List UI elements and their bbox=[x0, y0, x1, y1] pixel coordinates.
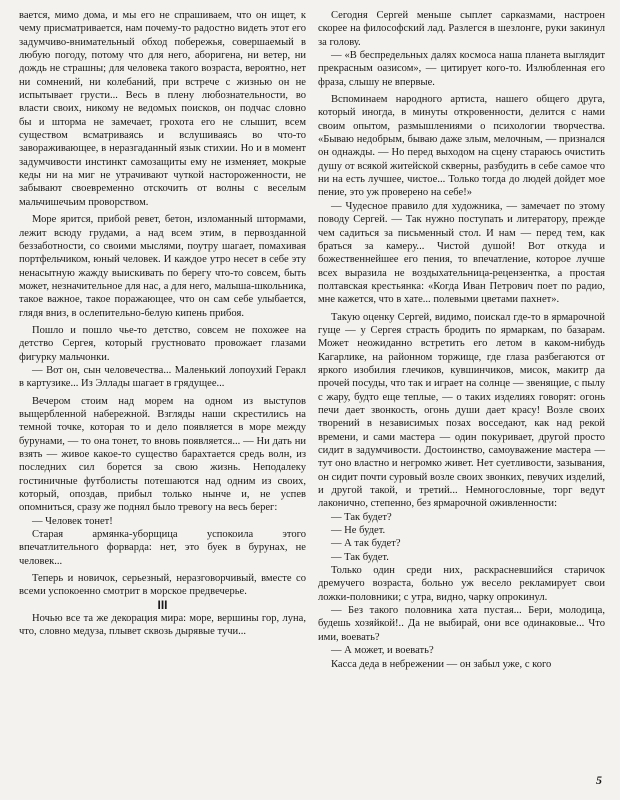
dialogue-line: — А может, и воевать? bbox=[331, 645, 434, 657]
dialogue-line: — Так будет? bbox=[331, 511, 392, 523]
dialogue-line: — Не будет. bbox=[331, 525, 386, 537]
paragraph: Касса деда в небрежении — он забыл уже, с кого bbox=[331, 658, 552, 670]
page-number: 5 bbox=[596, 773, 602, 787]
paragraph: — «В беспредельных далях космоса наша планета выглядит прекрасным оазисом», — цитирует кого-то. Излюбленная его фраза, слышу не впервые. bbox=[318, 50, 605, 88]
paragraph: Вспоминаем народного артиста, нашего общего друга, который иногда, в минуты откровенности, делится с нами своим опытом, размышлениями о психологии творчества. «Бываю недобрым, бываю даже злым, мелочным, — признался он однажды. — Но перед выходом на сцену стараюсь очистить душу от всякой житейской скверны, разбудить в себе самое что ни на есть лучшее, чистое... Только тогда до людей дойдет мое пение, это уж проверено на себе!» bbox=[318, 94, 605, 199]
paragraph: вается, мимо дома, и мы его не спрашиваем, что он ищет, к чему присматривается, нам почему-то радостно видеть этот его задумчиво-внимательный обход побережья, совершаемый в любую погоду, потому что для него, аборигена, ни ветер, ни дождь не страшны; для человека такого возраста, вероятно, нет ни сомнений, ни колебаний, при встрече с жизнью он не испытывает грусти... Весь в плену любознательности, во власти своих, никому не ведомых поисков, он подчас словно бы и шторма не замечает, грохота его не слышит, всем существом всматриваясь и вслушиваясь во что-то завораживающее, в неразгаданный язык стихии. Но и в момент задумчивости инстинкт самозащиты ему не изменяет, мокрые кеды ни на миг не утрачивают чуткой настороженности, не забывают своевременно отскочить от волны с веселым мальчишечьим проворством. bbox=[19, 10, 306, 208]
left-column bbox=[19, 9, 306, 639]
paragraph: Море ярится, прибой ревет, бетон, изломанный штормами, лежит всюду грудами, а над всем этим, в первозданной беззаботности, со своими мыслями, поутру шагает, помахивая портфельчиком, юный человек. И каждое утро несет в себе эту ненасытную жажду выискивать по берегу что-то совсем, быть может, незначительное для нас, а для него, малыша-школьника, такое важное, такое поражающее, что он сам себе улыбается, глядя вниз, в ослепительно-белую кипень прибоя. bbox=[19, 214, 306, 319]
paragraph: Пошло и пошло чье-то детство, совсем не похожее на детство Сергея, который грустновато провожает глазами фигурку мальчонки. bbox=[19, 324, 306, 363]
paragraph: Ночью все та же декорация мира: море, вершины гор, луна, что, словно медуза, плывет сквозь дырявые тучи... bbox=[19, 613, 306, 638]
paragraph: Вечером стоим над морем на одном из выступов выщербленной набережной. Взгляды наши скрестились на темной точке, которая то и дело появляется в море между бурунами, — то она тонет, то вновь появляется... — Ни дать ни взять — живое какое-то существо барахтается средь волн, из последних сил борется за свою жизнь. Неподалеку гостиничные футболисты потешаются над одним из своих, который, опоздав, прибыл только нынче и, не успев опомниться, сразу же поднял было тревогу на весь берег: bbox=[19, 395, 306, 514]
dialogue-line: — Без такого половника хата пустая... Бери, молодица, будешь хозяйкой!.. Да не выбирай, они все одинаковые... Что ими, воевать? bbox=[318, 605, 605, 643]
paragraph: Сегодня Сергей меньше сыплет сарказмами, настроен скорее на философский лад. Разлегся в шезлонге, руки закинул за голову. bbox=[318, 10, 605, 48]
paragraph: — Вот он, сын человечества... Маленький лопоухий Геракл в картузике... Из Эллады шагает в грядущее... bbox=[19, 364, 306, 390]
paragraph: — Человек тонет! bbox=[32, 515, 113, 527]
paragraph: Старая армянка-уборщица успокоила этого впечатлительного форварда: нет, это буек в бурунах, не человек... bbox=[19, 529, 306, 567]
paragraph: Теперь и новичок, серьезный, неразговорчивый, вместе со всеми успокоенно смотрит в морское предвечерье. bbox=[19, 573, 306, 598]
paragraph: Такую оценку Сергей, видимо, поискал где-то в ярмарочной гуще — у Сергея страсть бродить по ярмаркам, по базарам. Может неожиданно встретить его летом в каком-нибудь Кагарлике, на районном торжище, где глаза разбегаются от яркого изобилия глечиков, кувшинчиков, мисок, макитр да прочей посуды, что так и играет на солнце — звенящие, с пылу с жару, будто еще теплые, — о таких изделиях говорят: огонь печи дает звонкость, огонь души дает красу! Возле своих творений в независимых позах восседают, как над рекой времени, и сами мастера — один покуривает, другой просто сидит в задумчивости. Достоинство, самоуважение мастера — тут оно властно и негромко живет. Нет суетливости, зазывания, он сидит почти суровый возле своих звонких, певучих изделий, и другой такой, и третий... Немногословные, торг ведут лаконично, степенно, без ярмарочной оживленности: bbox=[318, 311, 605, 510]
dialogue-line: — А так будет? bbox=[331, 538, 401, 550]
paragraph: — Чудесное правило для художника, — замечает по этому поводу Сергей. — Так нужно поступать и литератору, прежде чем садиться за письменный стол. И нам — перед тем, как браться за камеру... Чистой душой! Вот откуда и божественнейшее его пения, то впечатление, которое лучше всех выразила не воздыхательница-рецензентка, а простая полтавская крестьянка: «Когда Иван Петрович поет по радио, мне кажется, что в хате... полевыми цветами пахнет». bbox=[318, 200, 605, 306]
paragraph: Только один среди них, раскрасневшийся старичок дремучего возраста, больно уж весело рекламирует свои ложки-половники; с утра, видно, чарку опрокинул. bbox=[318, 565, 605, 603]
section-heading: III bbox=[157, 597, 168, 612]
right-column bbox=[318, 9, 605, 671]
dialogue-line: — Так будет. bbox=[331, 551, 389, 563]
